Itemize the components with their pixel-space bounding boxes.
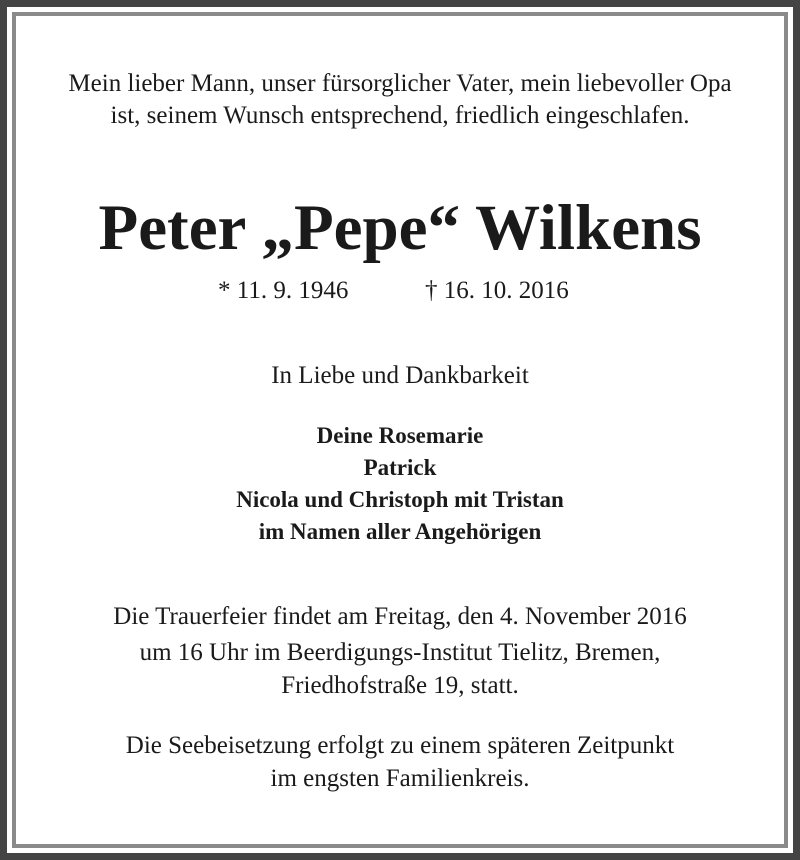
dedication-text: In Liebe und Dankbarkeit [271,362,529,389]
family-member: Deine Rosemarie [316,423,484,448]
funeral-line-1: Die Trauerfeier findet am Freitag, den 4. November 2016 [113,603,687,630]
family-member: Patrick [363,455,437,480]
birth-date: * 11. 9. 1946 [218,277,349,304]
burial-line-2: im engsten Familienkreis. [270,765,530,792]
family-member: im Namen aller Angehörigen [258,519,542,544]
death-date: † 16. 10. 2016 [425,277,569,304]
intro-line-1: Mein lieber Mann, unser fürsorglicher Vater, mein liebevoller Opa [68,70,732,97]
intro-line-2: ist, seinem Wunsch entsprechend, friedlich eingeschlafen. [110,102,690,129]
funeral-line-3: Friedhofstraße 19, statt. [281,672,519,699]
family-member: Nicola und Christoph mit Tristan [236,487,564,512]
funeral-line-2: um 16 Uhr im Beerdigungs-Institut Tielitz, Bremen, [139,639,661,666]
deceased-name: Peter „Pepe“ Wilkens [98,192,702,264]
burial-line-1: Die Seebeisetzung erfolgt zu einem späteren Zeitpunkt [125,732,675,759]
